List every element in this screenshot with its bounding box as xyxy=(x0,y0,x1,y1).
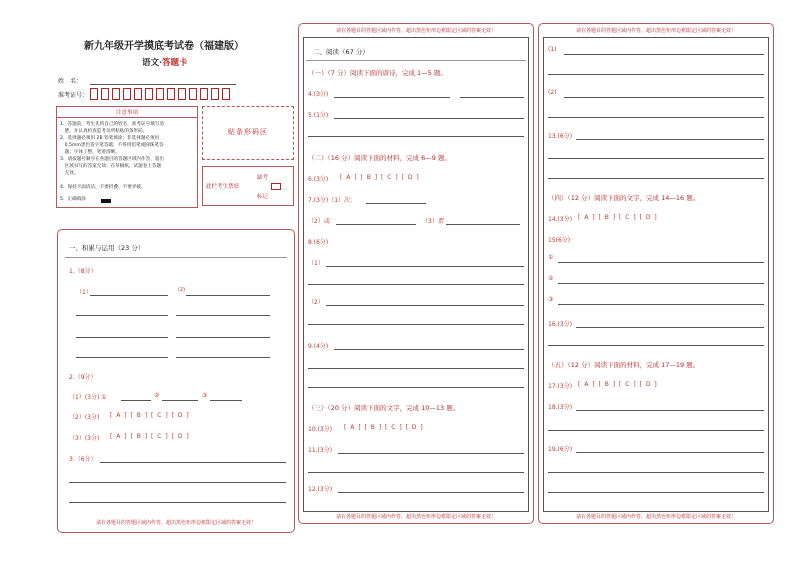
id-cell[interactable] xyxy=(189,88,197,100)
absent-box xyxy=(202,166,294,206)
subject-label: 语文 xyxy=(142,58,160,68)
name-field[interactable] xyxy=(90,84,236,85)
q7-2-label: （2）或 xyxy=(308,218,330,225)
answer-line[interactable] xyxy=(176,337,270,338)
answer-line[interactable] xyxy=(76,357,168,358)
part2-title: （二）（16 分）阅读下面的材料，完成 6—9 题。 xyxy=(308,154,451,162)
answer-line[interactable] xyxy=(308,368,524,369)
notes-line: 3．请按题号顺序在各题目的答题区域内作答，超出 xyxy=(60,157,164,162)
page-title: 新九年级开学摸底考试卷（福建版） xyxy=(84,41,244,52)
answer-line[interactable] xyxy=(90,295,168,296)
q10-label: 10.(3分) xyxy=(308,426,333,433)
section1-title: 一、积累与运用（23 分） xyxy=(69,244,145,252)
answer-line[interactable] xyxy=(76,337,168,338)
answer-line[interactable] xyxy=(308,387,524,388)
notes-line: 5．正确填涂 xyxy=(60,197,86,202)
q10-options[interactable]: [ A ] [ B ] [ C ] [ D ] xyxy=(344,424,424,431)
q2-1-second: ② xyxy=(154,392,160,399)
q5-label: 5.(1分) xyxy=(308,112,329,119)
answer-line[interactable] xyxy=(548,345,764,346)
id-cell[interactable] xyxy=(167,88,175,100)
answer-line[interactable] xyxy=(548,430,764,431)
answer-line[interactable] xyxy=(308,324,524,325)
q6-label: 6.(3分) xyxy=(308,176,329,183)
answer-line[interactable] xyxy=(308,472,524,473)
q15-3-label: ③ xyxy=(548,296,554,303)
answer-line[interactable] xyxy=(338,453,524,454)
answer-line[interactable] xyxy=(576,327,764,328)
subject-dot: · xyxy=(159,58,162,68)
answer-line[interactable] xyxy=(548,117,764,118)
q14-label: 14.(3分) xyxy=(548,216,573,223)
answer-line[interactable] xyxy=(548,74,764,75)
q7-3-label: （3）谓 xyxy=(422,218,444,225)
answer-line[interactable] xyxy=(76,315,168,316)
q2-2-label: （2）(3分) xyxy=(69,414,100,421)
q2-1-third: ③ xyxy=(202,392,208,399)
id-cell[interactable] xyxy=(134,88,142,100)
id-cell[interactable] xyxy=(123,88,131,100)
id-cell[interactable] xyxy=(90,88,98,100)
q13-label: 13.(6分) xyxy=(548,133,573,140)
answer-line[interactable] xyxy=(334,118,524,119)
notes-line: 楚，并认真检查监考员所粘贴的条形码。 xyxy=(60,129,148,134)
q12-label: 12.(3分) xyxy=(308,486,333,493)
q2-1-label: （1）(3分) ① xyxy=(69,394,107,401)
part4-title: （四）（12 分）阅读下面的文字，完成 14—16 题。 xyxy=(548,194,700,202)
q-cont-2-label: (2) xyxy=(548,89,557,96)
answer-line[interactable] xyxy=(100,462,286,463)
answer-line[interactable] xyxy=(308,136,524,137)
name-label: 姓 名： xyxy=(58,78,83,85)
part1-title: （一）（7 分）阅读下面的唐诗，完成 1—5 题。 xyxy=(308,69,447,77)
answer-line[interactable] xyxy=(576,139,764,140)
q15-1-label: ① xyxy=(548,254,554,261)
q3-label: 3.（6分） xyxy=(69,456,97,463)
answer-line[interactable] xyxy=(210,400,242,401)
q4-label: 4.(3分) xyxy=(308,91,329,98)
rule xyxy=(306,60,526,61)
q1-label: 1.（8分） xyxy=(69,268,97,275)
id-cell[interactable] xyxy=(178,88,186,100)
id-cell[interactable] xyxy=(145,88,153,100)
column2-footer-note: 请在各题目的答题区域内作答，超出黑色矩形边框限定区域的答案无效！ xyxy=(335,514,496,520)
id-cell[interactable] xyxy=(211,88,219,100)
answer-card-label: 答题卡 xyxy=(161,58,188,68)
part5-title: （五）（12 分）阅读下面的材料，完成 17—19 题。 xyxy=(548,361,700,369)
notes-line: 0.5mm黑色签字笔答题，不得用铅笔或圆珠笔答 xyxy=(60,143,164,148)
q2-3-label: （3）(3分) xyxy=(69,435,100,442)
answer-line[interactable] xyxy=(460,97,524,98)
q16-label: 16.(3分) xyxy=(548,321,573,328)
q2-label: 2.（9分） xyxy=(69,374,97,381)
section2-title: 二、阅读（67 分） xyxy=(313,48,369,56)
answer-line[interactable] xyxy=(69,482,286,483)
q17-label: 17.(3分) xyxy=(548,383,573,390)
notes-line: 4．保持卡面清洁，不要折叠、不要弄破。 xyxy=(60,185,146,190)
answer-line[interactable] xyxy=(548,158,764,159)
absent-left-label: 此栏考生禁填 xyxy=(206,184,240,190)
answer-line[interactable] xyxy=(186,295,270,296)
id-cell[interactable] xyxy=(101,88,109,100)
answer-line[interactable] xyxy=(548,472,764,473)
column3-footer-note: 请在各题目的答题区域内作答，超出黑色矩形边框限定区域的答案无效！ xyxy=(575,514,736,520)
answer-line[interactable] xyxy=(326,266,524,267)
id-cell[interactable] xyxy=(112,88,120,100)
notes-line: 1．答题前，考生先将自己的姓名，准考证号填写清 xyxy=(60,122,164,127)
q19-label: 19.(6分) xyxy=(548,446,573,453)
answer-line[interactable] xyxy=(334,97,450,98)
column2-header-note: 请在各题目的答题区域内作答，超出黑色矩形边框限定区域的答案无效！ xyxy=(335,28,496,34)
q2-2-options[interactable]: [ A ] [ B ] [ C ] [ D ] xyxy=(110,412,190,419)
barcode-area xyxy=(202,106,294,160)
part3-title: （三）（20 分）阅读下面的文字，完成 10—13 题。 xyxy=(308,404,460,412)
q15-2-label: ② xyxy=(548,275,554,282)
q14-options[interactable]: [ A ] [ B ] [ C ] [ D ] xyxy=(578,214,658,221)
q17-options[interactable]: [ A ] [ B ] [ C ] [ D ] xyxy=(578,381,658,388)
q1-item1-label: （1） xyxy=(76,289,92,296)
answer-line[interactable] xyxy=(69,502,286,503)
answer-line[interactable] xyxy=(564,54,764,55)
answer-line[interactable] xyxy=(336,224,416,225)
absent-missing-label: 缺考 xyxy=(257,175,269,181)
q6-options[interactable]: [ A ] [ B ] [ C ] [ D ] xyxy=(340,174,420,181)
answer-line[interactable] xyxy=(162,400,198,401)
answer-line[interactable] xyxy=(121,400,151,401)
answer-line[interactable] xyxy=(334,349,524,350)
column3-header-note: 请在各题目的答题区域内作答，超出黑色矩形边框限定区域的答案无效！ xyxy=(575,28,736,34)
q8-label: 8.(6分) xyxy=(308,239,329,246)
notes-line: 2．选择题必须用 2B 铅笔填涂；非选择题必须用 xyxy=(60,136,160,141)
notes-title: 注意事项 xyxy=(57,108,197,118)
q-cont-1-label: (1) xyxy=(548,46,557,53)
q7-label: 7.(3分)（1）次： xyxy=(308,197,357,204)
answer-line[interactable] xyxy=(176,315,270,316)
q8-2-label: （2） xyxy=(308,299,324,306)
answer-line[interactable] xyxy=(308,284,524,285)
q15-label: 15(6分) xyxy=(548,237,571,244)
absent-mark-label: 标记 xyxy=(257,194,269,200)
section1-title-rule xyxy=(65,257,287,258)
q2-3-options[interactable]: [ A ] [ B ] [ C ] [ D ] xyxy=(110,433,190,440)
barcode-area-label: 贴条形码区 xyxy=(228,128,268,136)
notes-line: 题；字体工整、笔迹清晰。 xyxy=(60,150,120,155)
q1-item2-label: (2) xyxy=(178,287,186,293)
id-cell[interactable] xyxy=(156,88,164,100)
answer-line[interactable] xyxy=(576,410,764,411)
exam-id-label: 准考证号： xyxy=(58,92,89,99)
q11-label: 11.(3分) xyxy=(308,447,333,454)
column2-inner xyxy=(303,37,529,512)
column1-footer-note: 请在各题目的答题区域内作答，超出黑色矩形边框限定区域的答案无效！ xyxy=(95,520,256,526)
subject-line xyxy=(142,56,188,68)
absent-checkbox[interactable] xyxy=(271,183,281,190)
q18-label: 18.(3分) xyxy=(548,404,573,411)
answer-line[interactable] xyxy=(576,452,764,453)
answer-line[interactable] xyxy=(564,97,764,98)
answer-line[interactable] xyxy=(548,178,764,179)
notes-line: 无效。 xyxy=(60,171,79,176)
answer-line[interactable] xyxy=(326,305,524,306)
id-cell[interactable] xyxy=(222,88,230,100)
answer-line[interactable] xyxy=(558,262,764,263)
exam-id-boxes[interactable] xyxy=(90,88,236,100)
id-cell[interactable] xyxy=(200,88,208,100)
filled-mark-sample xyxy=(101,199,111,203)
q8-1-label: （1） xyxy=(308,260,324,267)
answer-line[interactable] xyxy=(366,203,426,204)
answer-line[interactable] xyxy=(176,357,270,358)
answer-line[interactable] xyxy=(446,224,520,225)
q9-label: 9.(4分) xyxy=(308,343,329,350)
notes-line: 区域书写的答案无效；在草稿纸、试题卷上答题 xyxy=(60,164,162,169)
answer-line[interactable] xyxy=(558,283,764,284)
answer-line[interactable] xyxy=(338,492,524,493)
column3-inner xyxy=(543,37,769,512)
notes-box xyxy=(56,106,198,208)
answer-line[interactable] xyxy=(558,304,764,305)
answer-line[interactable] xyxy=(548,492,764,493)
